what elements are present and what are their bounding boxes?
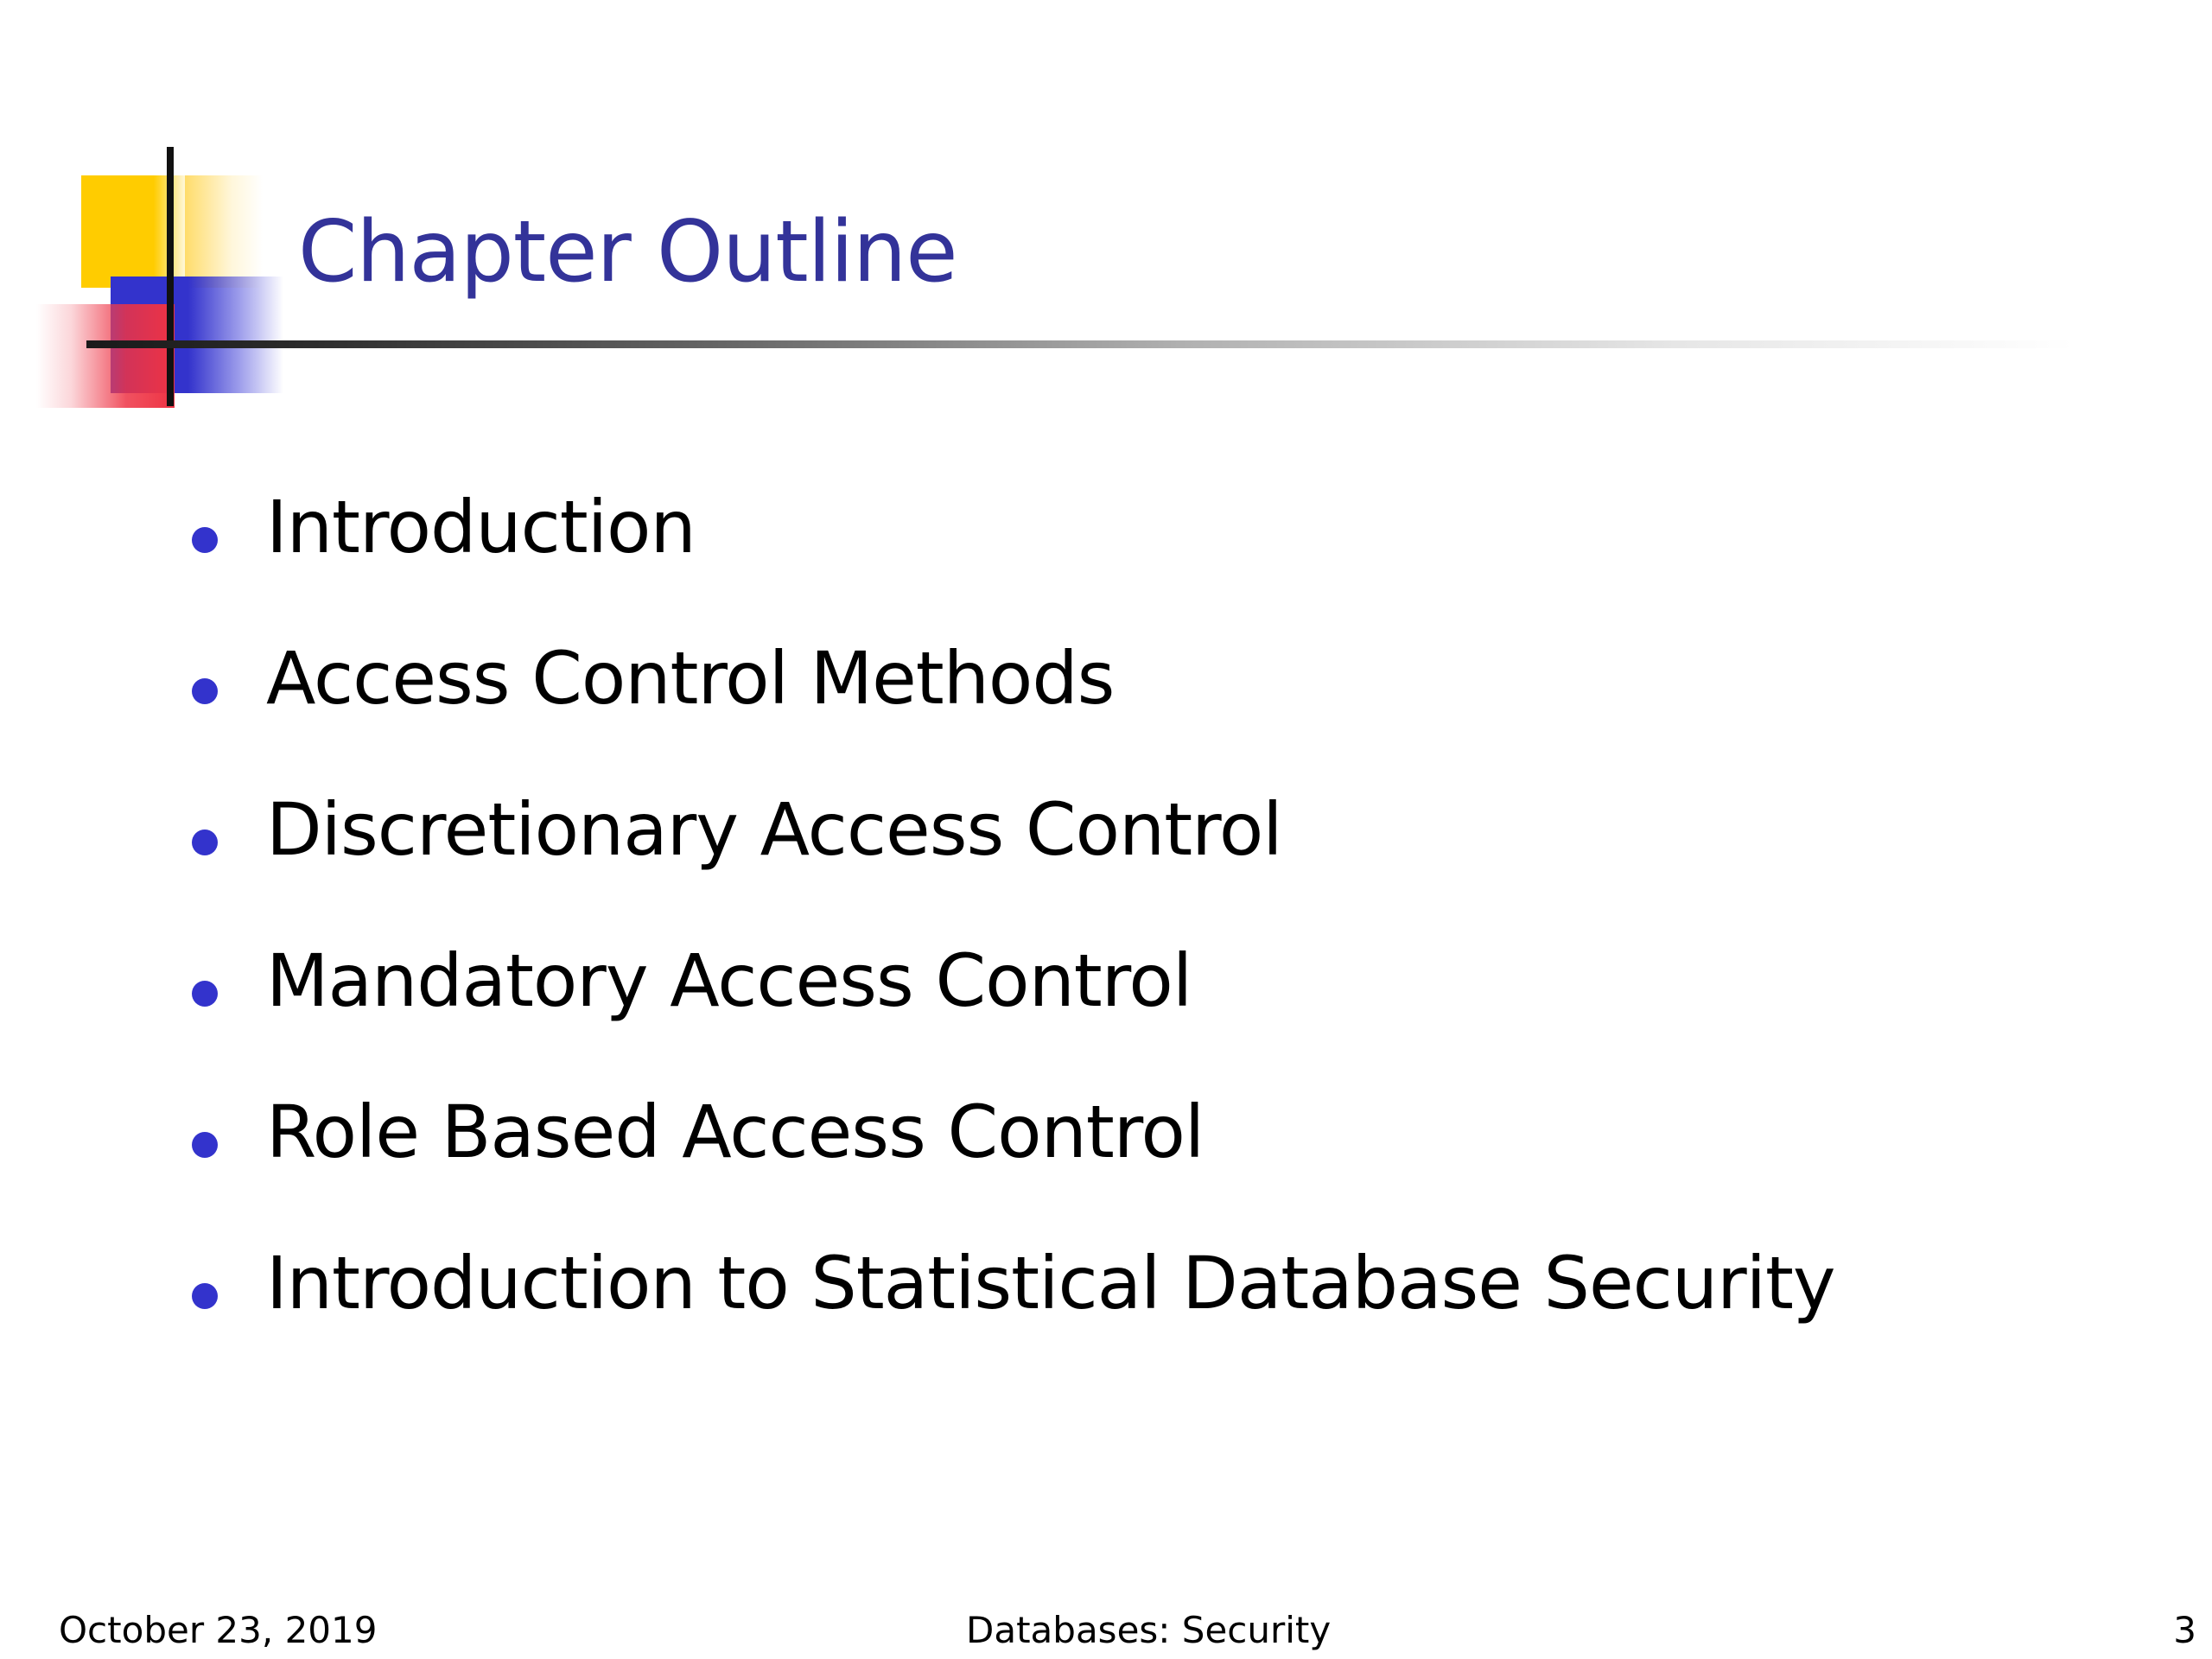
bullet-text: Mandatory Access Control xyxy=(266,938,1192,1023)
footer-title: Databases: Security xyxy=(966,1609,1332,1651)
bullet-text: Introduction to Statistical Database Security xyxy=(266,1241,1835,1325)
bullet-item xyxy=(192,786,1835,938)
page-number: 3 xyxy=(2173,1609,2196,1651)
bullet-icon xyxy=(192,1283,218,1309)
title-underline xyxy=(86,340,2074,348)
bullet-text: Introduction xyxy=(266,485,696,569)
yellow-square-fade xyxy=(185,175,263,288)
bullet-icon xyxy=(192,678,218,704)
bullet-item xyxy=(192,1089,1835,1240)
footer-date: October 23, 2019 xyxy=(59,1609,378,1651)
bullet-item xyxy=(192,484,1835,635)
bullet-list xyxy=(192,484,1835,1391)
bullet-icon xyxy=(192,1132,218,1158)
bullet-icon xyxy=(192,830,218,855)
bullet-text: Access Control Methods xyxy=(266,636,1115,721)
slide-logo-decoration xyxy=(0,0,294,432)
bullet-icon xyxy=(192,981,218,1007)
slide-title: Chapter Outline xyxy=(298,203,957,302)
bullet-item xyxy=(192,938,1835,1089)
bullet-item xyxy=(192,1240,1835,1391)
bullet-text: Role Based Access Control xyxy=(266,1090,1205,1174)
vertical-line xyxy=(167,147,174,406)
bullet-text: Discretionary Access Control xyxy=(266,787,1282,872)
red-square xyxy=(36,304,175,408)
bullet-icon xyxy=(192,527,218,553)
bullet-item xyxy=(192,635,1835,786)
